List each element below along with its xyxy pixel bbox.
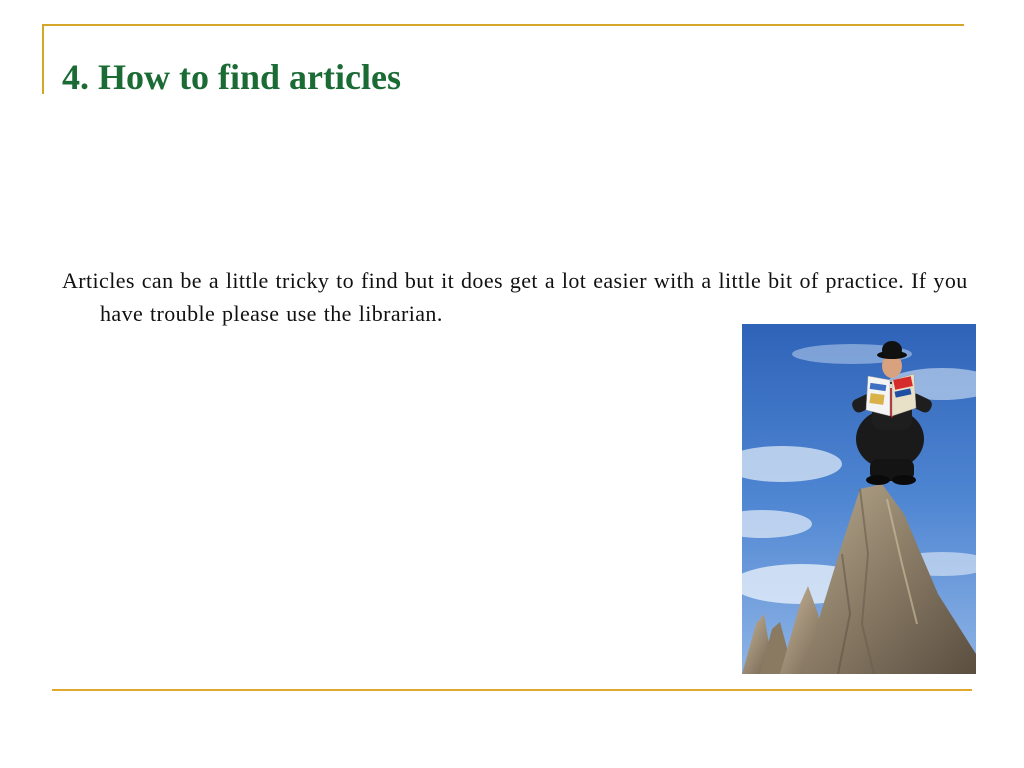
bottom-accent-rule	[52, 689, 972, 691]
top-accent-rule	[42, 24, 964, 26]
left-accent-rule	[42, 24, 44, 94]
man-on-peak-photo	[742, 324, 976, 674]
slide-body-text: Articles can be a little tricky to find but it does get a lot easier with a little bit of practice. If you have trouble please use the librarian.	[62, 268, 968, 326]
slide-title: 4. How to find articles	[62, 57, 401, 97]
